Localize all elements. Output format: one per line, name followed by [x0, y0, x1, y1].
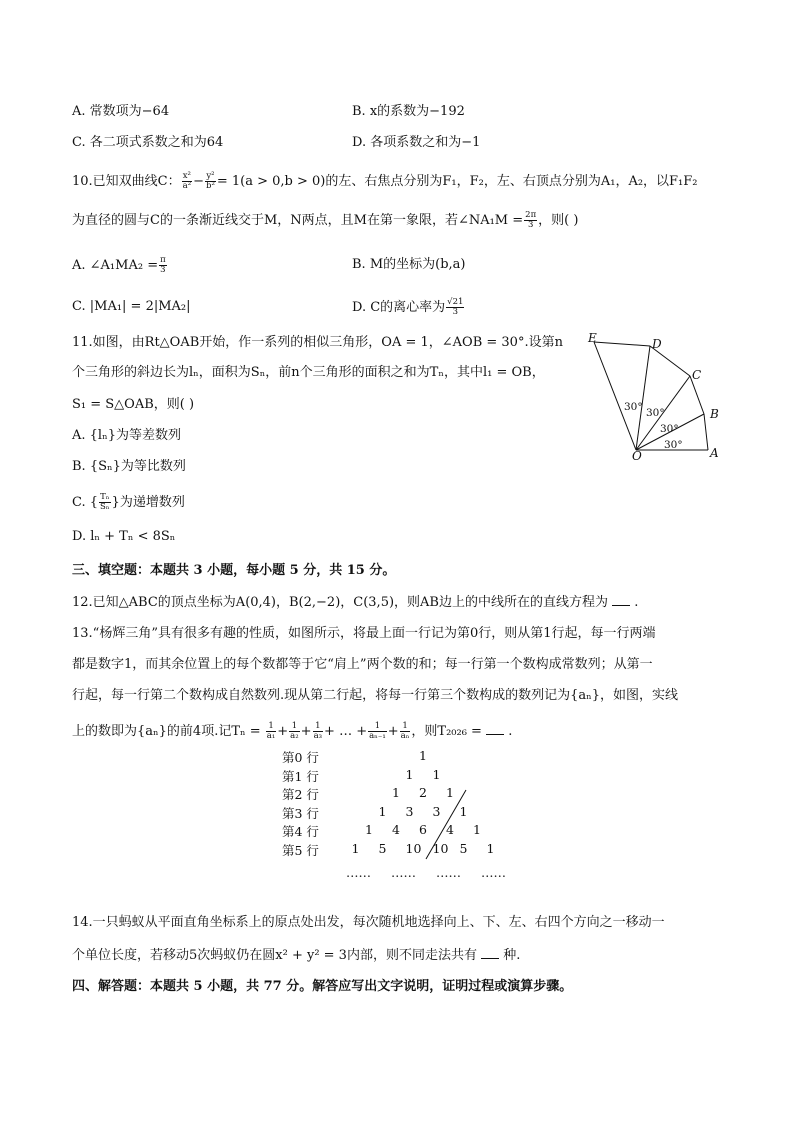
triangle-number: 1	[473, 822, 481, 837]
q10-frac-pi3	[159, 256, 167, 275]
frac-num: y²	[206, 171, 215, 181]
q13-answer-blank	[486, 722, 504, 735]
triangle-ellipsis: ……	[436, 865, 461, 880]
q12-end: .	[634, 595, 639, 610]
q10-option-a	[72, 256, 168, 275]
triangle-ellipsis: ……	[391, 865, 416, 880]
triangle-row-label: 第0 行	[282, 750, 319, 765]
triangle-number: 1	[446, 785, 454, 800]
q9-option-a: A. 常数项为−64	[72, 104, 170, 119]
q11-option-d: D. lₙ + Tₙ < 8Sₙ	[72, 529, 176, 544]
frac-num: √21	[447, 297, 464, 307]
q13-line1: 13.“杨辉三角”具有很多有趣的性质，如图所示，将最上面一行记为第0行，则从第1行起，每一行两端	[72, 626, 656, 641]
q13-frac-4	[368, 722, 387, 741]
q11-option-c-post: }为递增数列	[111, 495, 185, 510]
q13-frac-3	[313, 722, 323, 741]
q14-line2a: 个单位长度，若移动5次蚂蚁仍在圆x² + y² = 3内部，则不同走法共有	[72, 948, 477, 963]
triangle-ellipsis: ……	[481, 865, 506, 880]
triangle-number: 3	[432, 803, 441, 819]
q11-option-c	[72, 493, 185, 512]
q10-option-d-text: D. C的离心率为	[352, 300, 446, 315]
frac-num: 1	[368, 722, 387, 732]
section-3-heading: 三、填空题：本题共 3 小题，每小题 5 分，共 15 分。	[72, 563, 396, 578]
q10-frac-2pi3	[524, 211, 537, 230]
triangle-number: 5	[378, 840, 387, 856]
q14-line2b: 种.	[503, 948, 521, 963]
frac-den: 3	[527, 220, 534, 230]
triangle-row-label: 第2 行	[282, 787, 319, 802]
q11-frac-tnsn	[99, 493, 111, 512]
q13-frac-1	[266, 722, 276, 741]
angle-label-1: 30°	[664, 439, 683, 451]
q10-stem-line1: 10.已知双曲线C： $\frac{\text{x²}}{\text{a²}}$ − $\frac{\text{y²}}{\text{b²}}$ = 1(a > 0,b > 0)的左、右焦点分别为F₁，F₂，左、右顶点分别为A₁，A₂，以F₁F₂	[72, 171, 698, 191]
q14-answer-blank	[481, 946, 499, 959]
q11-option-b: B. {Sₙ}为等比数列	[72, 459, 186, 474]
angle-label-4: 30°	[624, 401, 643, 413]
q14-line2	[72, 946, 520, 965]
triangle-number: 1	[378, 803, 387, 819]
label-O: O	[632, 449, 642, 463]
angle-label-3: 30°	[646, 407, 665, 419]
similar-triangles-figure	[586, 330, 726, 465]
angle-label-2: 30°	[660, 423, 679, 435]
frac-num: 1	[266, 722, 276, 732]
q10-stem-part1: 10.已知双曲线C：	[72, 174, 181, 189]
seg-DE	[594, 342, 650, 346]
triangle-number: 1	[392, 785, 400, 800]
q10-stem-line2b: ，则( )	[538, 213, 579, 228]
diagonal-segment	[426, 790, 466, 859]
triangle-number: 1	[432, 766, 441, 782]
q13-line3: 行起，每一行第二个数构成自然数列.现从第二行起，将每一行第三个数构成的数列记为{aₙ}，如图，实线	[72, 688, 679, 703]
triangle-row-label: 第3 行	[282, 805, 319, 821]
q9-option-b: B. x的系数为−192	[352, 104, 465, 119]
triangle-number: 6	[419, 822, 427, 837]
q10-option-d	[352, 298, 465, 317]
yanghui-triangle	[270, 748, 530, 888]
triangle-number: 1	[486, 840, 495, 856]
frac-den: a₂	[290, 731, 299, 741]
q10-option-a-text: A. ∠A₁MA₂ =	[72, 258, 159, 273]
label-E: E	[588, 331, 597, 345]
q11-line3: S₁ = S△OAB，则( )	[72, 397, 195, 412]
q13-line4a: 上的数即为{aₙ}的前4项.记Tₙ =	[72, 724, 261, 739]
q11-option-a: A. {lₙ}为等差数列	[72, 428, 181, 443]
frac-den: b²	[206, 181, 215, 191]
frac-num: Tₙ	[100, 492, 110, 502]
q11-line2: 个三角形的斜边长为lₙ，面积为Sₙ，前n个三角形的面积之和为Tₙ，其中l₁ = OB，	[72, 365, 545, 380]
triangle-number: 4	[392, 822, 400, 837]
triangle-number: 10	[405, 840, 422, 856]
q12-text: 12.已知△ABC的顶点坐标为A(0,4)，B(2,−2)，C(3,5)，则AB边上的中线所在的直线方程为	[72, 595, 608, 610]
triangle-ellipsis: ……	[346, 865, 371, 880]
q13-line4-end: .	[508, 724, 513, 739]
q10-stem-line2	[72, 211, 578, 230]
frac-num: 1	[400, 722, 411, 732]
triangle-row-label: 第5 行	[282, 842, 319, 858]
q13-line4b: ，则T₂₀₂₆ =	[411, 724, 482, 739]
frac-num: π	[160, 255, 166, 265]
q13-dots: + … +	[324, 724, 368, 739]
q9-option-d: D. 各项系数之和为−1	[352, 135, 481, 150]
q10-stem-part2: = 1(a > 0,b > 0)的左、右焦点分别为F₁，F₂，左、右顶点分别为A₁，A₂，以F₁F₂	[216, 174, 698, 189]
triangle-number: 3	[405, 803, 414, 819]
seg-OE	[594, 342, 636, 450]
q13-frac-2	[289, 722, 299, 741]
label-C: C	[692, 368, 702, 382]
q13-line4: 上的数即为{aₙ}的前4项.记Tₙ = $\frac{1}{\text{a₁}}$ + $\frac{1}{\text{a₂}}$ + $\frac{1}{\text{a₃}}$ + … + $\frac{1}{\text{aₙ₋₁}}$ + $\frac{1}{\text{aₙ}}$ ，则T₂₀₂₆ = .	[72, 721, 513, 741]
frac-den: a²	[182, 181, 192, 191]
frac-den: 3	[160, 265, 166, 275]
frac-num: 2π	[525, 210, 537, 220]
frac-den: aₙ₋₁	[369, 731, 386, 741]
triangle-number: 1	[459, 803, 468, 819]
triangle-row-label: 第1 行	[282, 768, 319, 784]
triangle-number: 1	[351, 840, 360, 856]
q12-answer-blank	[612, 593, 630, 606]
q10-frac-sqrt21	[446, 298, 464, 317]
frac-den: a₁	[266, 731, 276, 741]
triangle-number: 5	[459, 840, 468, 856]
q13-line2: 都是数字1，而其余位置上的每个数都等于它“肩上”两个数的和；每一行第一个数构成常数列；从第一	[72, 657, 653, 672]
frac-den: 3	[452, 307, 458, 317]
frac-num: 1	[313, 722, 323, 732]
seg-AB	[704, 414, 708, 450]
label-D: D	[652, 337, 662, 351]
q12-line	[72, 593, 638, 612]
section-4-heading: 四、解答题：本题共 5 小题，共 77 分。解答应写出文字说明，证明过程或演算步骤。	[72, 979, 573, 994]
frac-num: 1	[289, 722, 299, 732]
q11-option-c-pre: C. {	[72, 495, 99, 510]
label-B: B	[710, 407, 719, 421]
frac-den: aₙ	[400, 731, 410, 741]
triangle-number: 2	[419, 785, 427, 800]
triangle-diagonal-line	[270, 748, 530, 868]
q14-line1: 14.一只蚂蚁从平面直角坐标系上的原点处出发，每次随机地选择向上、下、左、右四个方向之一移动一	[72, 915, 665, 930]
triangle-number: 1	[365, 822, 373, 837]
q10-stem-line2a: 为直径的圆与C的一条渐近线交于M，N两点，且M在第一象限，若∠NA₁M =	[72, 213, 524, 228]
triangle-row-label: 第4 行	[282, 824, 319, 839]
triangle-number: 1	[405, 766, 414, 782]
triangle-number: 10	[432, 840, 449, 856]
label-A: A	[710, 446, 719, 460]
frac-num: x²	[182, 171, 191, 181]
q11-line1: 11.如图，由Rt△OAB开始，作一系列的相似三角形，OA = 1，∠AOB = 30°.设第n	[72, 335, 563, 350]
q13-frac-5	[400, 722, 411, 741]
frac-den: Sₙ	[100, 502, 110, 512]
triangle-number: 4	[446, 822, 454, 837]
triangle-number: 1	[419, 748, 427, 763]
q9-option-c: C. 各二项式系数之和为64	[72, 135, 224, 150]
frac-den: a₃	[313, 731, 323, 741]
q10-frac-y2b2	[205, 172, 216, 191]
q10-option-b: B. M的坐标为(b,a)	[352, 257, 466, 272]
q10-frac-x2a2	[182, 172, 192, 191]
q10-option-c: C. |MA₁| = 2|MA₂|	[72, 299, 191, 314]
